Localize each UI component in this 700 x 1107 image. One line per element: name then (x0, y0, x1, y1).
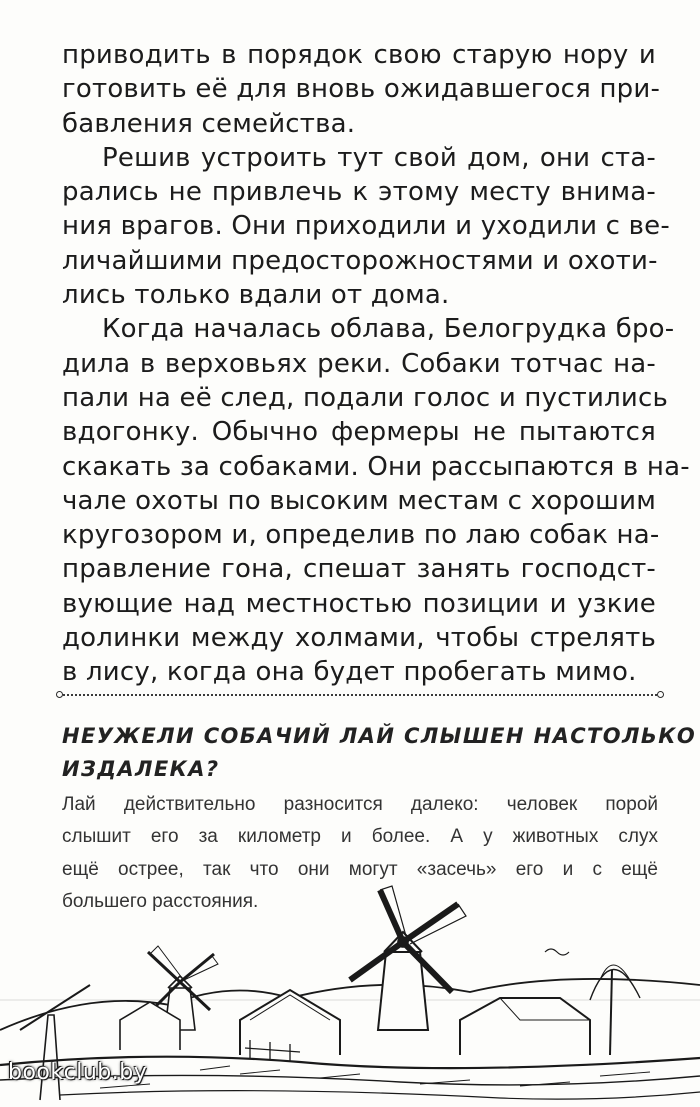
sidebar-line: большего расстояния. (62, 890, 259, 912)
text-line: вующие над местностью позиции и узкие (62, 588, 656, 619)
sidebar-line: слышит его за километр и более. А у животных слух (62, 826, 658, 848)
dotted-divider (60, 694, 660, 696)
text-line: пали на её след, подали голос и пустились (62, 382, 669, 413)
text-line: в лису, когда она будет пробегать мимо. (62, 657, 637, 688)
sidebar-line: ещё острее, так что они могут «засечь» его и с ещё (62, 858, 658, 880)
divider-left-dot (56, 691, 63, 698)
text-line: Решив устроить тут свой дом, они ста- (102, 142, 656, 173)
sidebar-line: Лай действительно разносится далеко: человек порой (62, 794, 658, 815)
text-line: правление гона, спешат занять господст- (62, 554, 656, 585)
text-line: ния врагов. Они приходили и уходили с ве- (62, 211, 670, 242)
text-line: лись только вдали от дома. (62, 280, 450, 311)
heading-line: ИЗДАЛЕКА? (62, 757, 220, 781)
main-text (62, 38, 690, 690)
heading-line: НЕУЖЕЛИ СОБАЧИЙ ЛАЙ СЛЫШЕН НАСТОЛЬКО (62, 724, 697, 748)
text-line: дила в верховьях реки. Собаки тотчас на- (62, 348, 656, 379)
text-line: личайшими предосторожностями и охоти- (62, 245, 658, 276)
text-line: кругозором и, определив по лаю собак на- (62, 520, 660, 551)
watermark-text: bookclub.by (8, 1060, 148, 1085)
text-line: приводить в порядок свою старую нору и (62, 40, 656, 70)
text-line: долинки между холмами, чтобы стрелять (62, 623, 656, 654)
divider-right-dot (657, 691, 664, 698)
text-line: готовить её для вновь ожидавшегося при- (62, 74, 661, 105)
text-line: скакать за собаками. Они рассыпаются в на- (62, 451, 690, 482)
text-line: бавления семейства. (62, 108, 356, 139)
text-line: чале охоты по высоким местам с хорошим (62, 485, 657, 516)
text-line: рались не привлечь к этому месту внима- (62, 177, 656, 208)
text-line: Когда началась облава, Белогрудка бро- (102, 314, 675, 345)
text-line: вдогонку. Обычно фермеры не пытаются (62, 417, 656, 448)
sidebar-heading (62, 720, 697, 786)
big-windmill (350, 886, 466, 1030)
